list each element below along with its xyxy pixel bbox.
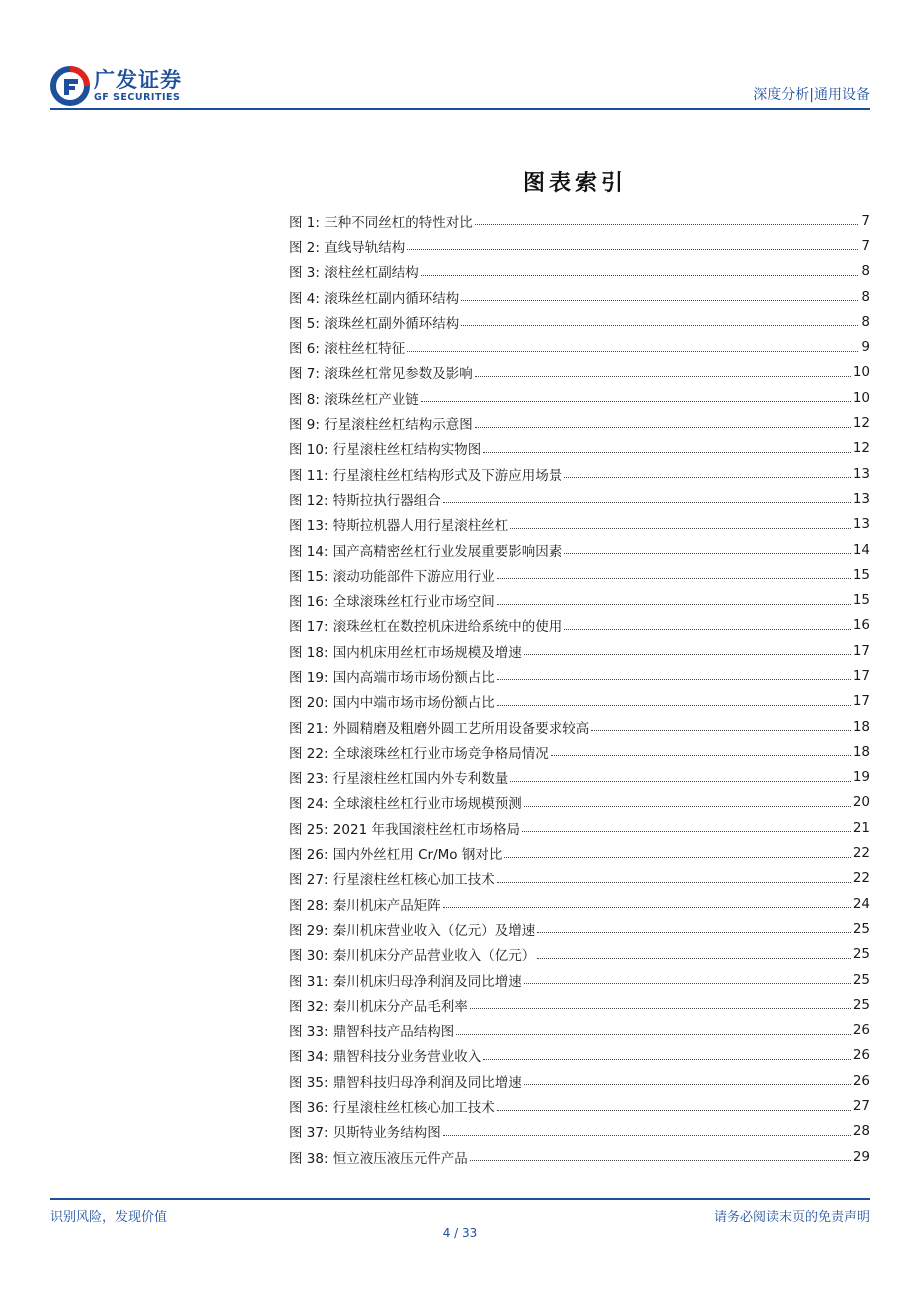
toc-leader-dots [443,502,851,503]
toc-leader-dots [407,351,858,352]
toc-item[interactable] [289,1068,870,1093]
toc-leader-dots [407,249,858,250]
toc-item[interactable] [289,309,870,334]
toc-item[interactable] [289,208,870,233]
toc-item[interactable] [289,790,870,815]
toc-item[interactable] [289,714,870,739]
toc-item-page: 13 [852,465,870,482]
footer-divider [50,1198,870,1200]
toc-item-label: 图 22: 全球滚珠丝杠行业市场竞争格局情况 [289,745,549,762]
toc-item-page: 17 [852,667,870,684]
toc-item-page: 8 [861,263,870,280]
toc-item[interactable] [289,916,870,941]
toc-item-label: 图 35: 鼎智科技归母净利润及同比增速 [289,1074,522,1091]
toc-leader-dots [443,907,851,908]
gf-securities-logo [50,64,200,108]
toc-item-label: 图 31: 秦川机床归母净利润及同比增速 [289,973,522,990]
toc-item-label: 图 11: 行星滚柱丝杠结构形式及下游应用场景 [289,467,563,484]
toc-item-page: 26 [852,1072,870,1089]
toc-item[interactable] [289,360,870,385]
toc-item-label: 图 29: 秦川机床营业收入（亿元）及增速 [289,922,536,939]
toc-item[interactable] [289,765,870,790]
toc-item[interactable] [289,562,870,587]
footer-slogan: 识别风险，发现价值 [50,1210,168,1225]
toc-item-label: 图 1: 三种不同丝杠的特性对比 [289,214,473,231]
toc-item-label: 图 12: 特斯拉执行器组合 [289,492,441,509]
gf-logo-icon [50,66,90,106]
page-number: 4 / 33 [442,1226,478,1240]
toc-leader-dots [470,1008,851,1009]
toc-item-label: 图 7: 滚珠丝杠常见参数及影响 [289,366,473,383]
toc-item-page: 14 [852,541,870,558]
toc-leader-dots [421,401,851,402]
toc-item-page: 25 [852,920,870,937]
toc-leader-dots [456,1034,851,1035]
toc-item-label: 图 18: 国内机床用丝杠市场规模及增速 [289,644,522,661]
toc-item-page: 24 [852,895,870,912]
toc-item-page: 27 [852,1098,870,1115]
toc-item-page: 26 [852,1022,870,1039]
toc-item[interactable] [289,663,870,688]
toc-item[interactable] [289,436,870,461]
toc-item[interactable] [289,284,870,309]
toc-item-page: 8 [861,313,870,330]
toc-item-page: 9 [861,339,870,356]
toc-item[interactable] [289,1093,870,1118]
toc-leader-dots [461,325,858,326]
toc-item-label: 图 24: 全球滚柱丝杠行业市场规模预测 [289,796,522,813]
toc-item[interactable] [289,840,870,865]
toc-item-label: 图 19: 国内高端市场市场份额占比 [289,669,495,686]
toc-item-label: 图 23: 行星滚柱丝杠国内外专利数量 [289,771,509,788]
toc-item-label: 图 5: 滚珠丝杠副外循环结构 [289,315,460,332]
toc-item-page: 26 [852,1047,870,1064]
toc-item-page: 17 [852,642,870,659]
toc-leader-dots [564,553,851,554]
toc-item-label: 图 37: 贝斯特业务结构图 [289,1125,441,1142]
toc-item-page: 13 [852,490,870,507]
toc-item-page: 28 [852,1123,870,1140]
footer-disclaimer: 请务必阅读末页的免责声明 [713,1210,870,1225]
toc-item-page: 18 [852,718,870,735]
toc-item[interactable] [289,1144,870,1169]
toc-item-label: 图 33: 鼎智科技产品结构图 [289,1024,455,1041]
toc-leader-dots [497,679,851,680]
toc-leader-dots [551,755,851,756]
toc-item-label: 图 16: 全球滚珠丝杠行业市场空间 [289,594,495,611]
toc-item[interactable] [289,587,870,612]
toc-item-page: 12 [852,440,870,457]
toc-item-page: 25 [852,971,870,988]
toc-item[interactable] [289,385,870,410]
toc-item-label: 图 25: 2021 年我国滚柱丝杠市场格局 [289,821,520,838]
toc-leader-dots [524,1084,851,1085]
toc-item[interactable] [289,613,870,638]
toc-leader-dots [564,477,851,478]
toc-item-label: 图 34: 鼎智科技分业务营业收入 [289,1049,482,1066]
toc-item-label: 图 28: 秦川机床产品矩阵 [289,897,441,914]
toc-item-label: 图 21: 外圆精磨及粗磨外圆工艺所用设备要求较高 [289,720,590,737]
toc-item[interactable] [289,233,870,258]
toc-item-page: 18 [852,743,870,760]
toc-item-page: 12 [852,415,870,432]
toc-item-label: 图 36: 行星滚柱丝杠核心加工技术 [289,1100,495,1117]
header-divider [50,108,870,110]
toc-leader-dots [483,1059,851,1060]
toc-leader-dots [504,857,850,858]
toc-item-page: 10 [852,389,870,406]
toc-item[interactable] [289,638,870,663]
toc-item[interactable] [289,410,870,435]
toc-leader-dots [591,730,851,731]
toc-leader-dots [510,781,851,782]
toc-item[interactable] [289,1119,870,1144]
toc-item[interactable] [289,486,870,511]
toc-item[interactable] [289,942,870,967]
toc-item-page: 15 [852,592,870,609]
toc-item-page: 25 [852,996,870,1013]
toc-leader-dots [470,1160,851,1161]
toc-item-page: 16 [852,617,870,634]
toc-item-label: 图 14: 国产高精密丝杠行业发展重要影响因素 [289,543,563,560]
toc-item-label: 图 26: 国内外丝杠用 Cr/Mo 钢对比 [289,847,503,864]
page-title: 图表索引 [522,170,627,196]
toc-item-label: 图 4: 滚珠丝杠副内循环结构 [289,290,460,307]
toc-item[interactable] [289,689,870,714]
toc-leader-dots [524,983,851,984]
toc-item-page: 20 [852,794,870,811]
toc-leader-dots [497,882,851,883]
toc-leader-dots [564,629,851,630]
toc-item-page: 19 [852,769,870,786]
toc-item-page: 17 [852,693,870,710]
logo-english-text: GF SECURITIES [94,92,181,103]
toc-item[interactable] [289,967,870,992]
toc-item-label: 图 6: 滚柱丝杠特征 [289,341,406,358]
toc-item-label: 图 38: 恒立液压液压元件产品 [289,1150,468,1167]
toc-item[interactable] [289,537,870,562]
toc-leader-dots [497,1110,851,1111]
toc-leader-dots [497,705,851,706]
toc-item-page: 7 [861,237,870,254]
toc-item[interactable] [289,461,870,486]
toc-item-page: 10 [852,364,870,381]
toc-item-label: 图 10: 行星滚柱丝杠结构实物图 [289,442,482,459]
toc-leader-dots [475,376,851,377]
toc-leader-dots [510,528,851,529]
toc-item-page: 29 [852,1148,870,1165]
toc-leader-dots [497,604,851,605]
toc-item[interactable] [289,866,870,891]
figure-index-list [289,208,870,1169]
toc-item[interactable] [289,1043,870,1068]
toc-item-label: 图 3: 滚柱丝杠副结构 [289,265,419,282]
toc-item-label: 图 9: 行星滚柱丝杠结构示意图 [289,417,473,434]
toc-leader-dots [475,427,851,428]
logo-chinese-text: 广发证券 [94,68,182,92]
toc-leader-dots [537,932,851,933]
toc-leader-dots [421,275,858,276]
toc-item[interactable] [289,334,870,359]
toc-item-label: 图 27: 行星滚柱丝杠核心加工技术 [289,872,495,889]
toc-item[interactable] [289,512,870,537]
toc-item-page: 13 [852,516,870,533]
toc-item-page: 7 [861,212,870,229]
toc-leader-dots [537,958,851,959]
toc-item-label: 图 15: 滚动功能部件下游应用行业 [289,568,495,585]
toc-item-page: 8 [861,288,870,305]
toc-leader-dots [483,452,851,453]
toc-item-page: 21 [852,819,870,836]
toc-item-page: 22 [852,845,870,862]
toc-item[interactable] [289,259,870,284]
toc-leader-dots [461,300,858,301]
toc-leader-dots [443,1135,851,1136]
toc-leader-dots [497,578,851,579]
toc-item-label: 图 17: 滚珠丝杠在数控机床进给系统中的使用 [289,619,563,636]
toc-leader-dots [475,224,858,225]
toc-item-label: 图 30: 秦川机床分产品营业收入（亿元） [289,948,536,965]
report-category: 深度分析|通用设备 [753,87,870,103]
toc-leader-dots [524,654,851,655]
toc-item-label: 图 20: 国内中端市场市场份额占比 [289,695,495,712]
toc-item-page: 15 [852,566,870,583]
toc-leader-dots [522,831,851,832]
toc-item[interactable] [289,992,870,1017]
toc-item-label: 图 13: 特斯拉机器人用行星滚柱丝杠 [289,518,509,535]
toc-item-label: 图 8: 滚珠丝杠产业链 [289,391,419,408]
toc-item-label: 图 2: 直线导轨结构 [289,239,406,256]
toc-leader-dots [524,806,851,807]
toc-item[interactable] [289,1018,870,1043]
toc-item[interactable] [289,739,870,764]
toc-item-page: 25 [852,946,870,963]
toc-item-label: 图 32: 秦川机床分产品毛利率 [289,998,468,1015]
toc-item[interactable] [289,815,870,840]
toc-item-page: 22 [852,870,870,887]
toc-item[interactable] [289,891,870,916]
page-header [50,56,870,108]
